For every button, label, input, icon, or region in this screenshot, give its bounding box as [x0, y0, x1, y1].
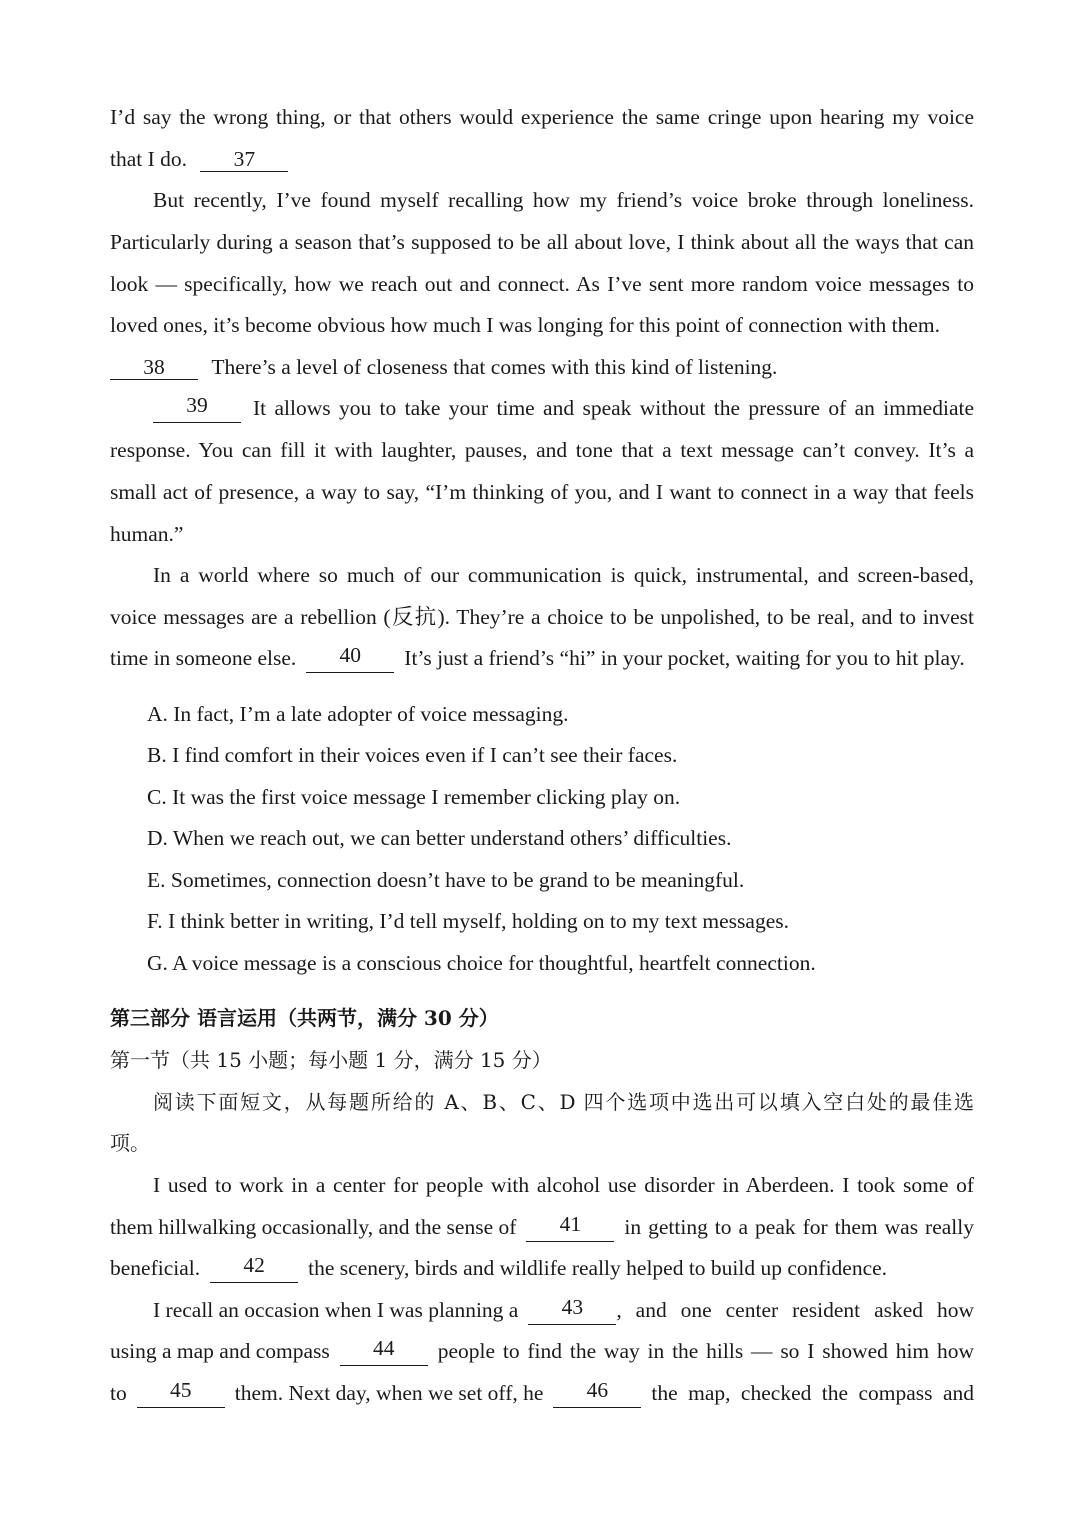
cloze-text: in getting to a peak for them was really: [624, 1215, 974, 1239]
option-f: F. I think better in writing, I’d tell myself, holding on to my text messages.: [147, 909, 789, 933]
cloze-line: [153, 1295, 974, 1325]
blank-38[interactable]: 38: [110, 355, 198, 380]
cloze-text: , and one center resident asked how: [616, 1298, 974, 1322]
cloze-line: [110, 1336, 974, 1366]
passage-line: [110, 643, 974, 673]
cloze-line: [110, 1212, 974, 1242]
blank-42[interactable]: 42: [210, 1253, 298, 1283]
passage-line: look — specifically, how we reach out and connect. As I’ve sent more random voice messages to: [110, 272, 974, 296]
passage-text: time in someone else.: [110, 646, 297, 670]
blank-45[interactable]: 45: [137, 1378, 225, 1408]
cloze-text: the map, checked the compass and: [651, 1381, 974, 1405]
option-g: G. A voice message is a conscious choice for thoughtful, heartfelt connection.: [147, 951, 816, 975]
option-e: E. Sometimes, connection doesn’t have to be grand to be meaningful.: [147, 868, 745, 892]
option-a: A. In fact, I’m a late adopter of voice messaging.: [147, 702, 569, 726]
option-c: C. It was the first voice message I remember clicking play on.: [147, 785, 681, 809]
passage-text: There’s a level of closeness that comes with this kind of listening.: [211, 355, 778, 379]
passage-line: response. You can fill it with laughter, pauses, and tone that a text message can’t convey. It’s a: [110, 438, 974, 462]
cloze-line: I used to work in a center for people with alcohol use disorder in Aberdeen. I took some of: [153, 1173, 974, 1197]
option-b: B. I find comfort in their voices even if I can’t see their faces.: [147, 743, 678, 767]
passage-line: voice messages are a rebellion (反抗). They’re a choice to be unpolished, to be real, and to invest: [110, 605, 974, 629]
blank-40[interactable]: 40: [306, 643, 394, 673]
passage-text: It’s just a friend’s “hi” in your pocket, waiting for you to hit play.: [404, 646, 965, 670]
blank-46[interactable]: 46: [553, 1378, 641, 1408]
cloze-text: them hillwalking occasionally, and the sense of: [110, 1215, 517, 1239]
cloze-text: to: [110, 1381, 127, 1405]
passage-text: that I do.: [110, 147, 188, 171]
passage-line: [153, 393, 974, 423]
cloze-text: beneficial.: [110, 1256, 201, 1280]
passage-line: But recently, I’ve found myself recalling how my friend’s voice broke through loneliness.: [153, 188, 974, 212]
passage-line: [110, 352, 974, 382]
cloze-text: the scenery, birds and wildlife really helped to build up confidence.: [308, 1256, 888, 1280]
passage-line: [110, 144, 974, 174]
blank-44[interactable]: 44: [340, 1336, 428, 1366]
passage-text: It allows you to take your time and speak without the pressure of an immediate: [253, 396, 974, 420]
instructions-line: 阅读下面短文，从每题所给的 A、B、C、D 四个选项中选出可以填入空白处的最佳选: [153, 1090, 974, 1114]
blank-41[interactable]: 41: [526, 1212, 614, 1242]
cloze-text: them. Next day, when we set off, he: [234, 1381, 544, 1405]
blank-37[interactable]: 37: [200, 147, 288, 172]
cloze-line: [110, 1253, 974, 1283]
passage-line: loved ones, it’s become obvious how much I was longing for this point of connection with them.: [110, 313, 941, 337]
cloze-text: using a map and compass: [110, 1339, 330, 1363]
passage-line: human.”: [110, 522, 184, 546]
section-title: 第三部分 语言运用（共两节，满分 30 分）: [110, 1006, 499, 1030]
cloze-text: I recall an occasion when I was planning a: [153, 1298, 519, 1322]
cloze-line: [110, 1378, 974, 1408]
passage-line: I’d say the wrong thing, or that others would experience the same cringe upon hearing my voice: [110, 105, 974, 129]
section-subtitle: 第一节（共 15 小题；每小题 1 分，满分 15 分）: [110, 1048, 552, 1072]
passage-line: Particularly during a season that’s supposed to be all about love, I think about all the ways that can: [110, 230, 974, 254]
passage-line: small act of presence, a way to say, “I’m thinking of you, and I want to connect in a way that feels: [110, 480, 974, 504]
passage-line: In a world where so much of our communication is quick, instrumental, and screen-based,: [153, 563, 974, 587]
blank-39[interactable]: 39: [153, 393, 241, 423]
blank-43[interactable]: 43: [528, 1295, 616, 1325]
instructions-line: 项。: [110, 1131, 150, 1155]
cloze-text: people to find the way in the hills — so I showed him how: [437, 1339, 974, 1363]
option-d: D. When we reach out, we can better understand others’ difficulties.: [147, 826, 732, 850]
